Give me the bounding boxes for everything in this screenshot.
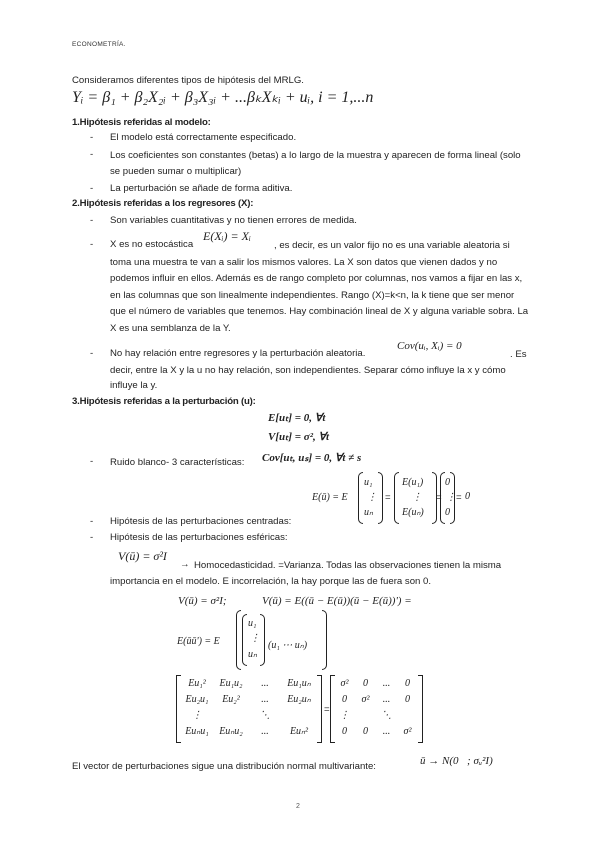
vector-expectation-lhs: E(ū) = E: [312, 492, 348, 503]
cov-matrix-cell: Euₙ²: [289, 726, 309, 737]
vector-u1: u₁: [364, 477, 373, 488]
intro-text: Consideramos diferentes tipos de hipótesis del MRLG.: [72, 75, 304, 86]
equals-sign: =: [385, 492, 391, 503]
column-bracket-left: [242, 614, 247, 666]
vector-bracket-right: [450, 472, 455, 524]
sigma-matrix-cell: 0: [342, 726, 347, 737]
vector-bracket-right: [378, 472, 383, 524]
s3-item-3: Hipótesis de las perturbaciones esféricas:: [110, 532, 288, 543]
cov-matrix-cell: Eu₂u₁: [185, 694, 209, 705]
bullet-dash: -: [90, 516, 94, 527]
spherical-text: Homocedasticidad. =Varianza. Todas las observaciones tienen la misma importancia en el modelo. E incorrelación, la hay porque las de fuera son 0.: [110, 560, 502, 587]
s3-item-2: Hipótesis de las perturbaciones centradas:: [110, 516, 292, 527]
section-1-title: 1.Hipótesis referidas al modelo:: [72, 117, 211, 128]
sigma-matrix-cell: 0: [363, 678, 368, 689]
arrow-icon: →: [180, 559, 190, 570]
s2-item-2-formula: E(Xᵢ) = Xᵢ: [203, 229, 251, 243]
cov-matrix-cell: Euₙu₂: [219, 726, 243, 737]
bullet-dash: -: [90, 532, 94, 543]
vector-bracket-left: [358, 472, 363, 524]
closing-formula: ū → N(0⃗; σᵤ²I): [420, 755, 493, 767]
column-bracket-right: [260, 614, 265, 666]
cov-matrix-cell: ...: [261, 694, 269, 705]
vector-dots: ⋮: [412, 492, 422, 503]
vector-zero: 0: [445, 477, 450, 488]
sigma-matrix-cell: 0: [342, 694, 347, 705]
vector-dots: ⋮: [367, 492, 377, 503]
cov-matrix-cell: Euₙu₁: [185, 726, 209, 737]
cov-matrix-cell: ...: [261, 726, 269, 737]
sigma-matrix-cell: ⋱: [381, 710, 392, 721]
cov-matrix-cell: Eu₁²: [188, 678, 206, 689]
vector-bracket-left: [394, 472, 399, 524]
s3-item-1: Ruido blanco- 3 características:: [110, 457, 245, 468]
sigma-matrix-cell: σ²: [403, 726, 412, 737]
column-dots: ⋮: [250, 633, 260, 644]
s3-expectation-formula: E[uₜ] = 0, ∀t: [268, 412, 326, 424]
closing-text: El vector de perturbaciones sigue una distribución normal multivariante:: [72, 761, 376, 772]
sigma-matrix-cell: 0: [405, 694, 410, 705]
sigma-matrix-cell: 0: [363, 726, 368, 737]
vector-result: 0⃗: [465, 491, 478, 502]
vector-eu1: E(u₁): [402, 477, 424, 488]
s2-item-3-text: . Es decir, entre la X y la u no hay relación, son independientes. Separar cómo influye la x y cómo influye la y.: [110, 349, 527, 391]
variance-formula-a: V(ū) = σ²I;: [178, 595, 227, 607]
outer-bracket-right: [322, 610, 327, 670]
bullet-dash: -: [90, 456, 94, 467]
cov-matrix-cell: ...: [261, 678, 269, 689]
vector-dots: ⋮: [446, 492, 456, 503]
outer-bracket-left: [236, 610, 241, 670]
bullet-dash: -: [90, 149, 94, 160]
s1-item-1: El modelo está correctamente especificado.: [110, 132, 297, 143]
cov-matrix-cell: Eu₂²: [222, 694, 240, 705]
equals-sign: =: [324, 704, 330, 715]
sigma-matrix-cell: ...: [382, 726, 391, 737]
bullet-dash: -: [90, 183, 94, 194]
section-3-title: 3.Hipótesis referidas a la perturbación (u):: [72, 396, 256, 407]
sigma-matrix-cell: ...: [382, 694, 391, 705]
mrlg-formula: Yᵢ = β₁ + β₂X₂ᵢ + β₃X₃ᵢ + ...βₖXₖᵢ + uᵢ, i = 1,...n: [72, 89, 374, 106]
column-u1: u₁: [248, 618, 257, 629]
bullet-dash: -: [90, 132, 94, 143]
page-header: ECONOMETRÍA.: [72, 41, 126, 48]
outer-product-lhs: E(ūū') = E: [177, 636, 220, 647]
page-number: 2: [296, 803, 300, 810]
vector-eun: E(uₙ): [402, 507, 424, 518]
cov-matrix-cell: ⋮: [192, 710, 202, 721]
sigma-matrix-bracket-right: [418, 675, 423, 743]
s2-item-2-text: , es decir, es un valor fijo no es una variable aleatoria si toma una muestra te van a salir los mismos valores. La X son datos que vienen dados y no podemos influir en ellos. Además es de rango completo por columnas, nos vamos a fijar en las x, en las columnas que son linealmente independientes. Rango (X)=k<n, la k tiene que ser menor que el número de variables que tenemos. Hay combinación lineal de X y alguna variable sobra. La X es una semblanza de la Y.: [110, 240, 529, 334]
section-2-title: 2.Hipótesis referidas a los regresores (X):: [72, 198, 254, 209]
spherical-formula: V(ū) = σ²I: [118, 549, 167, 563]
equals-sign: =: [456, 492, 462, 503]
cov-matrix-bracket-right: [317, 675, 322, 743]
sigma-matrix-cell: ...: [382, 678, 391, 689]
s2-item-1: Son variables cuantitativas y no tienen errores de medida.: [110, 215, 357, 226]
sigma-matrix-cell: 0: [405, 678, 410, 689]
s1-item-3: La perturbación se añade de forma aditiva.: [110, 183, 293, 194]
s1-item-2: Los coeficientes son constantes (betas) a lo largo de la muestra y aparecen de forma lineal (solo se pueden sumar o multiplicar): [110, 150, 521, 177]
vector-un: uₙ: [364, 507, 373, 518]
s2-item-3-formula: Cov(uᵢ, Xᵢ) = 0: [397, 340, 462, 352]
variance-formula-b: V(ū) = E((ū − E(ū))(ū − E(ū))') =: [262, 595, 412, 607]
s3-variance-formula: V[uₜ] = σ², ∀t: [268, 431, 330, 443]
s3-item-1-formula: Cov[uₜ, uₛ] = 0, ∀t ≠ s: [262, 452, 362, 464]
bullet-dash: -: [90, 239, 94, 250]
vector-zero: 0: [445, 507, 450, 518]
cov-matrix-cell: ⋱: [260, 710, 270, 721]
s2-item-2-lead: X es no estocástica: [110, 239, 194, 250]
sigma-matrix-cell: σ²: [340, 678, 349, 689]
cov-matrix-cell: Eu₁u₂: [219, 678, 243, 689]
cov-matrix-cell: Eu₁uₙ: [287, 678, 311, 689]
cov-matrix-cell: Eu₂uₙ: [287, 694, 311, 705]
equals-sign: =: [436, 492, 442, 503]
sigma-matrix-cell: ⋮: [339, 710, 350, 721]
sigma-matrix-cell: σ²: [361, 694, 370, 705]
column-un: uₙ: [248, 649, 257, 660]
bullet-dash: -: [90, 348, 94, 359]
row-vector: (u₁ ⋯ uₙ): [268, 640, 308, 651]
bullet-dash: -: [90, 215, 94, 226]
s2-item-3-lead: No hay relación entre regresores y la perturbación aleatoria.: [110, 348, 366, 359]
